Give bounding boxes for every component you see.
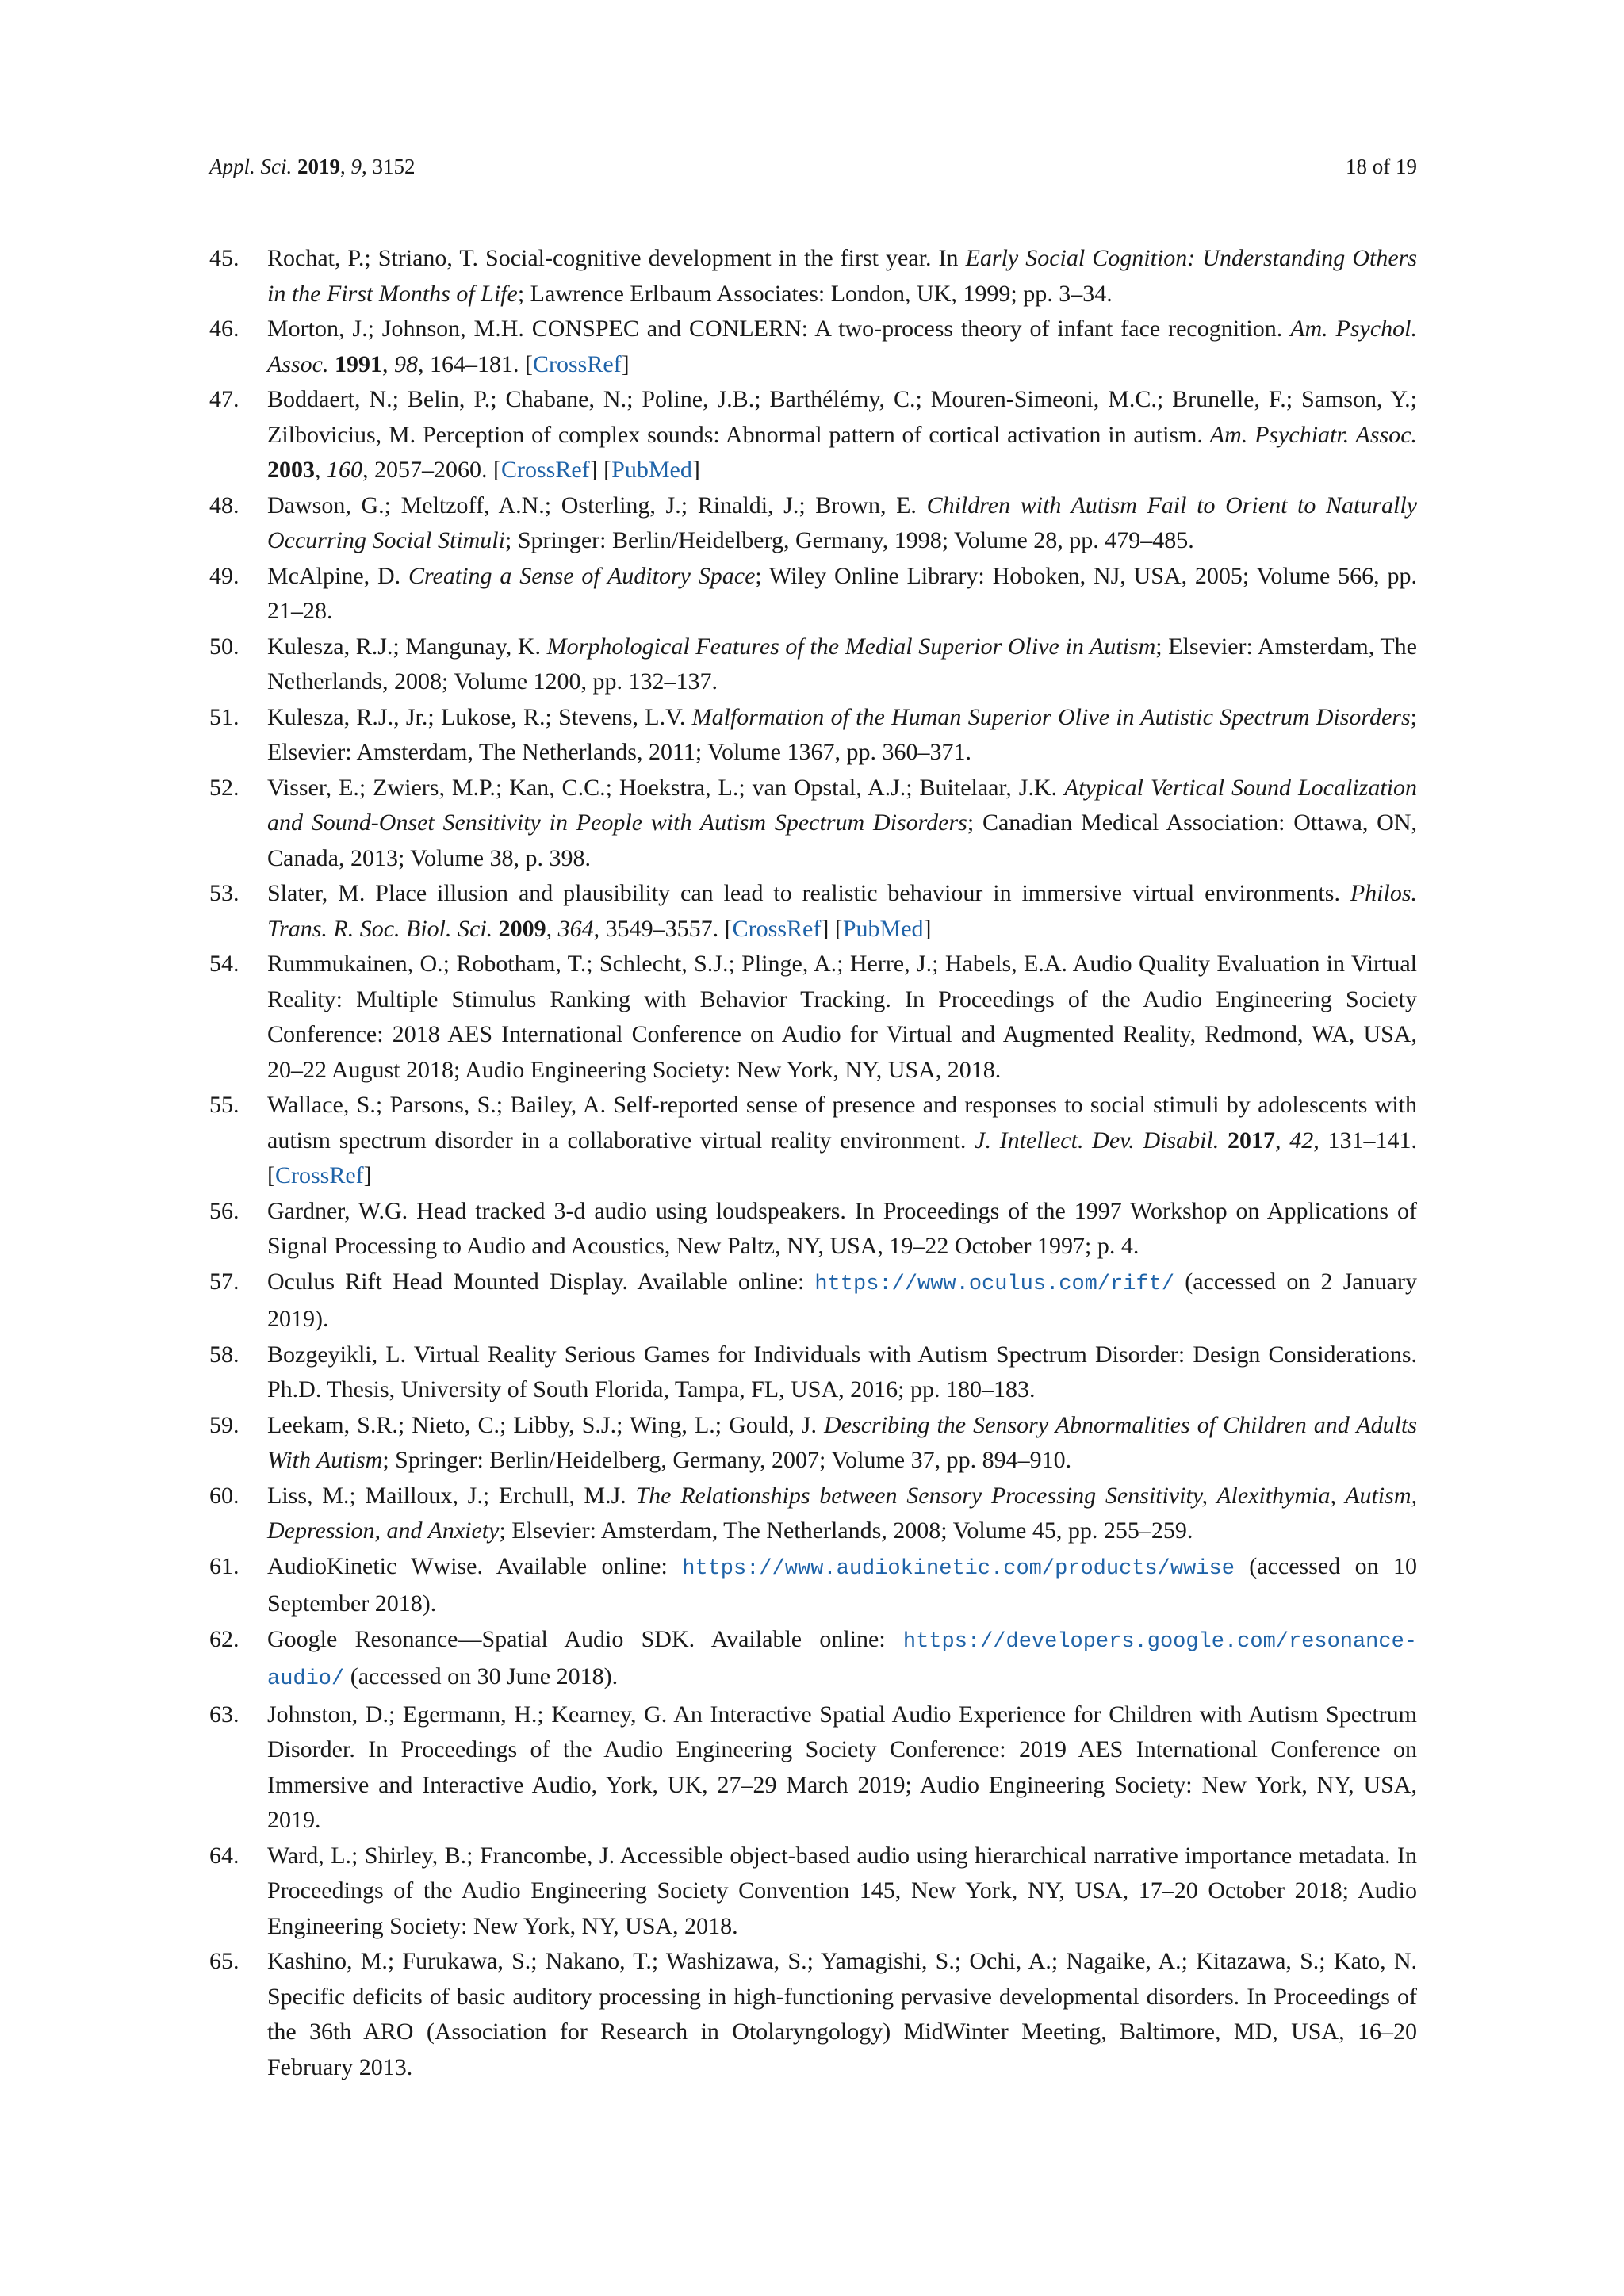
reference-text-run: ; Elsevier: Amsterdam, The Netherlands, 2008; Volume 1200, pp. 132–137. — [267, 633, 1417, 695]
reference-item — [209, 1194, 1417, 1265]
reference-text-run: ; Lawrence Erlbaum Associates: London, UK, 1999; pp. 3–34. — [517, 280, 1113, 307]
reference-text-run: Kulesza, R.J., Jr.; Lukose, R.; Stevens, L.V. — [267, 703, 692, 730]
reference-item — [209, 1839, 1417, 1945]
reference-text-run: , — [1275, 1127, 1290, 1154]
reference-text-run: Liss, M.; Mailloux, J.; Erchull, M.J. — [267, 1482, 636, 1509]
reference-text-run: ] — [691, 457, 700, 483]
reference-number: 55. — [209, 1092, 239, 1118]
reference-item — [209, 876, 1417, 947]
reference-url-link[interactable]: https://www.oculus.com/rift/ — [814, 1272, 1175, 1296]
reference-year: 2003 — [267, 457, 315, 483]
reference-number: 62. — [209, 1625, 239, 1652]
reference-number: 51. — [209, 703, 239, 730]
reference-number: 53. — [209, 880, 239, 906]
reference-italic-text: Early Social Cognition: Understanding Others in the First Months of Life — [267, 245, 1417, 307]
reference-italic-text: 98 — [394, 350, 418, 377]
reference-text-run: ] [ — [821, 915, 843, 942]
page-number: 18 of 19 — [1346, 154, 1417, 178]
reference-item — [209, 771, 1417, 877]
reference-number: 57. — [209, 1268, 239, 1295]
reference-item — [209, 1479, 1417, 1549]
reference-text — [267, 245, 1417, 307]
reference-text — [267, 704, 1417, 766]
reference-text — [267, 951, 1417, 1083]
reference-italic-text: 160 — [327, 457, 362, 483]
reference-text-run: ; Wiley Online Library: Hoboken, NJ, USA, 2005; Volume 566, pp. 21–28. — [267, 562, 1417, 624]
reference-text — [267, 316, 1417, 377]
reference-item — [209, 488, 1417, 559]
reference-text-run: Google Resonance—Spatial Audio SDK. Available online: — [267, 1625, 903, 1652]
reference-text-run: Leekam, S.R.; Nieto, C.; Libby, S.J.; Wing, L.; Gould, J. — [267, 1411, 825, 1438]
reference-item — [209, 629, 1417, 700]
reference-text — [267, 1412, 1417, 1474]
reference-text-run: Johnston, D.; Egermann, H.; Kearney, G. An Interactive Spatial Audio Experience for Children with Autism Spectrum Disorder. In Proceedings of the Audio Engineering Society Conference: 2019 AES International Conference on Immersive and Interactive Audio, York, UK, 27–29 March 2019; Audio Engineering Society: New York, NY, USA, 2019. — [267, 1701, 1417, 1833]
reference-number: 45. — [209, 245, 239, 271]
reference-number: 56. — [209, 1197, 239, 1224]
reference-italic-text: Describing the Sensory Abnormalities of Children and Adults With Autism — [267, 1411, 1417, 1473]
reference-item — [209, 1622, 1417, 1697]
reference-text-run: ; Canadian Medical Association: Ottawa, ON, Canada, 2013; Volume 38, p. 398. — [267, 809, 1417, 871]
reference-number: 58. — [209, 1341, 239, 1368]
reference-text-run: Kulesza, R.J.; Mangunay, K. — [267, 633, 547, 660]
reference-number: 63. — [209, 1701, 239, 1728]
pubmed-link[interactable]: PubMed — [842, 915, 924, 942]
reference-number: 61. — [209, 1552, 239, 1579]
reference-text-run: ; Springer: Berlin/Heidelberg, Germany, 2007; Volume 37, pp. 894–910. — [382, 1447, 1072, 1473]
reference-item — [209, 1337, 1417, 1408]
reference-text-run — [492, 916, 499, 942]
reference-text-run: (accessed on 10 September 2018). — [267, 1552, 1417, 1617]
crossref-link[interactable]: CrossRef — [732, 915, 822, 942]
reference-text-run: ] — [363, 1162, 372, 1188]
reference-text-run: , 2057–2060. [ — [362, 457, 501, 483]
reference-text — [267, 1843, 1417, 1939]
reference-text-run: , — [546, 915, 558, 942]
reference-item — [209, 241, 1417, 312]
reference-text — [267, 1092, 1417, 1188]
reference-italic-text: Children with Autism Fail to Orient to Naturally Occurring Social Stimuli — [267, 492, 1418, 553]
reference-text — [267, 1701, 1417, 1834]
reference-text-run: , — [382, 350, 394, 377]
reference-item — [209, 947, 1417, 1088]
reference-text — [267, 775, 1417, 871]
reference-italic-text: Atypical Vertical Sound Localization and Sound-Onset Sensitivity in People with Autism Spectrum Disorders — [267, 774, 1417, 836]
reference-italic-text: Malformation of the Human Superior Olive in Autistic Spectrum Disorders — [691, 703, 1411, 730]
reference-text-run: Morton, J.; Johnson, M.H. CONSPEC and CONLERN: A two-process theory of infant face recognition. — [267, 316, 1291, 342]
reference-italic-text: Am. Psychol. Assoc. — [267, 316, 1417, 377]
reference-italic-text: Philos. Trans. R. Soc. Biol. Sci. — [267, 880, 1417, 942]
reference-text-run: Rochat, P.; Striano, T. Social-cognitive development in the first year. In — [267, 245, 966, 271]
crossref-link[interactable]: CrossRef — [501, 457, 590, 483]
reference-text-run: McAlpine, D. — [267, 562, 408, 589]
reference-text — [267, 492, 1417, 554]
reference-text-run: Visser, E.; Zwiers, M.P.; Kan, C.C.; Hoekstra, L.; van Opstal, A.J.; Buitelaar, J.K. — [267, 774, 1064, 801]
reference-item — [209, 1944, 1417, 2085]
journal-year: 2019 — [297, 154, 340, 178]
reference-item — [209, 700, 1417, 771]
reference-item — [209, 1088, 1417, 1194]
reference-text-run: , 3549–3557. [ — [593, 915, 733, 942]
reference-text-run: Wallace, S.; Parsons, S.; Bailey, A. Self-reported sense of presence and responses to social stimuli by adolescents with autism spectrum disorder in a collaborative virtual reality environment. — [267, 1092, 1417, 1154]
reference-text — [267, 1948, 1417, 2080]
reference-year: 2009 — [498, 915, 546, 942]
reference-text — [267, 1341, 1417, 1403]
crossref-link[interactable]: CrossRef — [533, 350, 622, 377]
reference-italic-text: Morphological Features of the Medial Superior Olive in Autism — [546, 633, 1156, 660]
reference-number: 54. — [209, 951, 239, 977]
reference-text-run: ] [ — [589, 457, 612, 483]
crossref-link[interactable]: CrossRef — [275, 1162, 364, 1188]
reference-text-run: ] — [923, 915, 932, 942]
reference-year: 1991 — [335, 350, 382, 377]
reference-text-run: ; Springer: Berlin/Heidelberg, Germany, 1998; Volume 28, pp. 479–485. — [504, 527, 1194, 553]
reference-text-run: Bozgeyikli, L. Virtual Reality Serious Games for Individuals with Autism Spectrum Disorder: Design Considerations. Ph.D. Thesis, University of South Florida, Tampa, FL, USA, 2016; pp. 180–183. — [267, 1341, 1417, 1402]
reference-year: 2017 — [1228, 1127, 1276, 1154]
reference-text-run: ] — [621, 350, 630, 377]
reference-text — [267, 1483, 1417, 1544]
reference-number: 64. — [209, 1842, 239, 1869]
reference-number: 47. — [209, 386, 239, 412]
reference-italic-text: 364 — [557, 915, 594, 942]
reference-text — [267, 1553, 1417, 1617]
reference-text-run: Oculus Rift Head Mounted Display. Available online: — [267, 1268, 815, 1295]
reference-number: 59. — [209, 1411, 239, 1438]
reference-text-run: ; Elsevier: Amsterdam, The Netherlands, 2008; Volume 45, pp. 255–259. — [499, 1517, 1193, 1544]
reference-item — [209, 312, 1417, 382]
reference-text — [267, 1269, 1417, 1333]
reference-italic-text: J. Intellect. Dev. Disabil. — [975, 1127, 1220, 1154]
reference-text-run: ; Elsevier: Amsterdam, The Netherlands, 2011; Volume 1367, pp. 360–371. — [267, 703, 1417, 765]
reference-text — [267, 1198, 1417, 1260]
reference-item — [209, 1265, 1417, 1337]
reference-number: 46. — [209, 316, 239, 342]
reference-item — [209, 382, 1417, 488]
reference-text-run: Rummukainen, O.; Robotham, T.; Schlecht, S.J.; Plinge, A.; Herre, J.; Habels, E.A. Audio Quality Evaluation in Virtual Reality: Multiple Stimulus Ranking with Behavior Tracking. In Proceedings of the Audio Engineering Society Conference: 2018 AES International Conference on Audio for Virtual and Augmented Reality, Redmond, WA, USA, 20–22 August 2018; Audio Engineering Society: New York, NY, USA, 2018. — [267, 951, 1417, 1083]
pubmed-link[interactable]: PubMed — [611, 457, 692, 483]
reference-text — [267, 880, 1417, 942]
reference-text — [267, 633, 1417, 695]
reference-url-link[interactable]: https://www.audiokinetic.com/products/wwise — [682, 1556, 1235, 1581]
reference-italic-text: 42 — [1289, 1127, 1314, 1154]
reference-text-run: , — [315, 457, 327, 483]
reference-url-link[interactable]: https://developers.google.com/resonance-audio/ — [267, 1629, 1417, 1691]
reference-number: 52. — [209, 774, 239, 801]
reference-text-run — [1219, 1127, 1228, 1154]
reference-text-run: Dawson, G.; Meltzoff, A.N.; Osterling, J.; Rinaldi, J.; Brown, E. — [267, 492, 927, 519]
reference-text-run: Gardner, W.G. Head tracked 3-d audio using loudspeakers. In Proceedings of the 1997 Workshop on Applications of Signal Processing to Audio and Acoustics, New Paltz, NY, USA, 19–22 October 1997; p. 4. — [267, 1197, 1417, 1259]
reference-text — [267, 563, 1417, 625]
article-number: 3152 — [372, 154, 416, 178]
reference-item — [209, 1697, 1417, 1839]
reference-text-run: Boddaert, N.; Belin, P.; Chabane, N.; Poline, J.B.; Barthélémy, C.; Mouren-Simeoni, M.C.; Brunelle, F.; Samson, Y.; Zilbovicius, M. Perception of complex sounds: Abnormal pattern of cortical activation in autism. — [267, 386, 1417, 448]
running-header — [209, 151, 1417, 182]
reference-list — [209, 241, 1417, 2085]
reference-number: 65. — [209, 1948, 239, 1974]
reference-text-run: (accessed on 2 January 2019). — [267, 1268, 1417, 1332]
reference-text — [267, 386, 1417, 483]
reference-number: 60. — [209, 1482, 239, 1509]
journal-name: Appl. Sci. — [209, 154, 293, 178]
reference-italic-text: Am. Psychiatr. Assoc. — [1209, 421, 1418, 448]
journal-citation: Appl. Sci. 2019, 9, 3152 — [209, 154, 416, 178]
reference-italic-text: The Relationships between Sensory Processing Sensitivity, Alexithymia, Autism, Depression, and Anxiety — [267, 1482, 1417, 1544]
reference-text-run: AudioKinetic Wwise. Available online: — [267, 1552, 683, 1579]
reference-number: 48. — [209, 492, 239, 519]
reference-number: 50. — [209, 633, 239, 660]
reference-number: 49. — [209, 562, 239, 589]
reference-item — [209, 1549, 1417, 1622]
reference-text-run: , 164–181. [ — [418, 350, 533, 377]
journal-volume: 9 — [350, 154, 362, 178]
reference-item — [209, 559, 1417, 629]
reference-text-run: Kashino, M.; Furukawa, S.; Nakano, T.; Washizawa, S.; Yamagishi, S.; Ochi, A.; Nagaike, A.; Kitazawa, S.; Kato, N. Specific deficits of basic auditory processing in high-functioning pervasive developmental disorders. In Proceedings of the 36th ARO (Association for Research in Otolaryngology) MidWinter Meeting, Baltimore, MD, USA, 16–20 February 2013. — [267, 1948, 1417, 2080]
reference-item — [209, 1408, 1417, 1479]
reference-text-run — [329, 351, 335, 377]
reference-text-run: Slater, M. Place illusion and plausibility can lead to realistic behaviour in immersive virtual environments. — [267, 880, 1350, 906]
reference-text-run: Ward, L.; Shirley, B.; Francombe, J. Accessible object-based audio using hierarchical narrative importance metadata. In Proceedings of the Audio Engineering Society Convention 145, New York, NY, USA, 17–20 October 2018; Audio Engineering Society: New York, NY, USA, 2018. — [267, 1842, 1417, 1939]
reference-text — [267, 1626, 1417, 1690]
reference-text-run: , 131–141. [ — [267, 1127, 1418, 1188]
reference-italic-text: Creating a Sense of Auditory Space — [408, 562, 756, 589]
reference-text-run: (accessed on 30 June 2018). — [344, 1663, 619, 1689]
